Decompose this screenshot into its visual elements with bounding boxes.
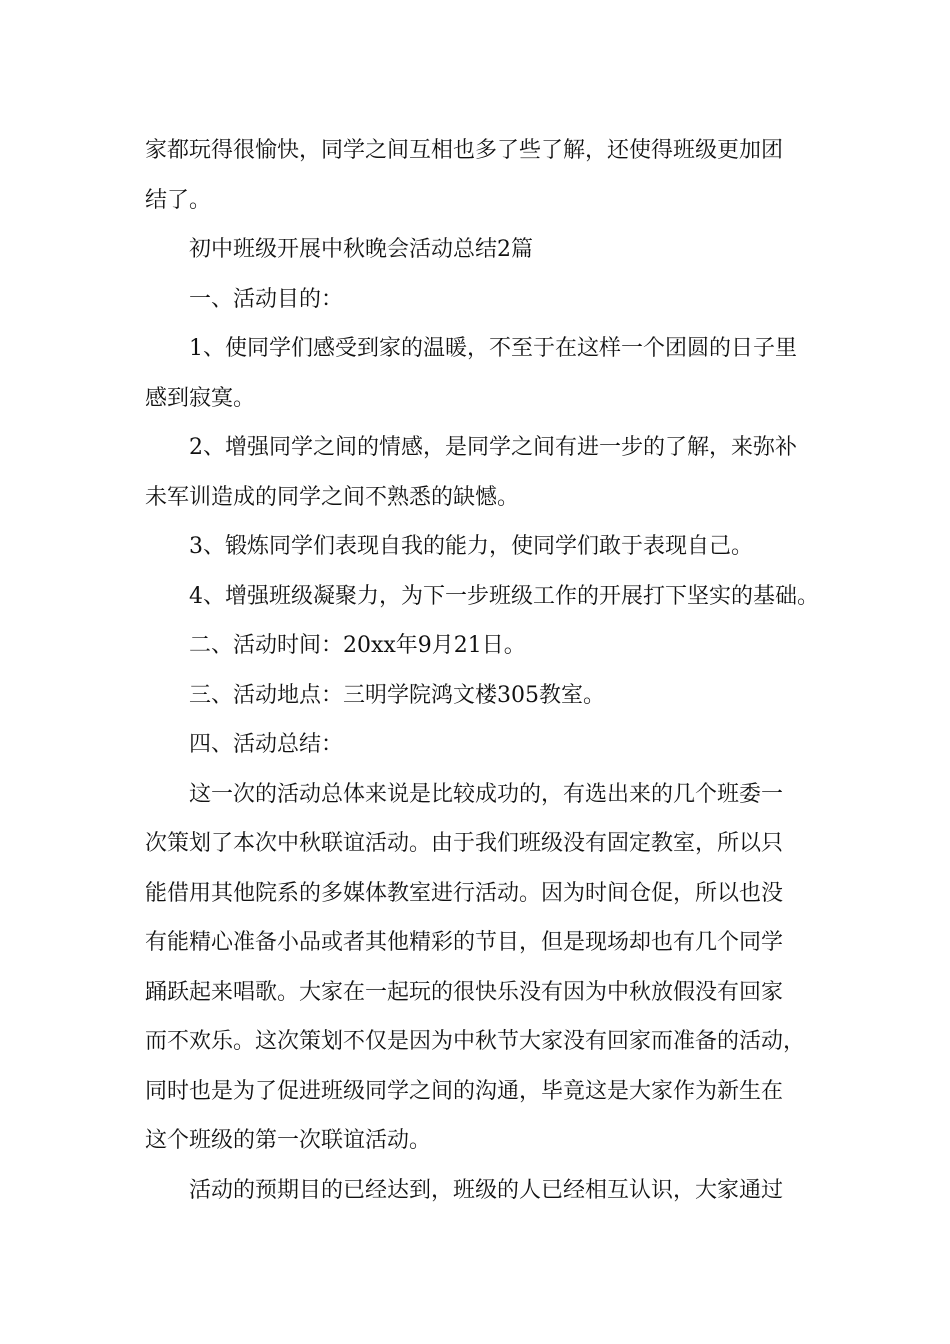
text-line: 未军训造成的同学之间不熟悉的缺憾。 (145, 484, 520, 510)
text-line: 结了。 (145, 187, 212, 213)
text-line: 同时也是为了促进班级同学之间的沟通，毕竟这是大家作为新生在 (145, 1078, 784, 1104)
heading-time: 二、活动时间：20xx年9月21日。 (189, 633, 526, 658)
text-line: 踊跃起来唱歌。大家在一起玩的很快乐没有因为中秋放假没有回家 (145, 979, 784, 1005)
document-body (145, 126, 819, 1215)
text-line: 4、增强班级凝聚力，为下一步班级工作的开展打下坚实的基础。 (189, 583, 819, 609)
heading-purpose: 一、活动目的： (189, 286, 344, 312)
text-line: 2、增强同学之间的情感，是同学之间有进一步的了解，来弥补 (189, 435, 797, 460)
heading-location: 三、活动地点：三明学院鸿文楼305教室。 (189, 682, 605, 708)
text-line: 次策划了本次中秋联谊活动。由于我们班级没有固定教室，所以只 (145, 831, 784, 856)
text-line: 3、锻炼同学们表现自我的能力，使同学们敢于表现自己。 (189, 534, 753, 559)
text-line: 这一次的活动总体来说是比较成功的，有选出来的几个班委一 (189, 781, 784, 807)
text-line: 活动的预期目的已经达到，班级的人已经相互认识，大家通过 (189, 1177, 784, 1203)
text-line: 而不欢乐。这次策划不仅是因为中秋节大家没有回家而准备的活动， (145, 1029, 806, 1054)
text-line: 家都玩得很愉快，同学之间互相也多了些了解，还使得班级更加团 (145, 138, 784, 163)
heading-summary: 四、活动总结： (189, 732, 344, 757)
text-line: 能借用其他院系的多媒体教室进行活动。因为时间仓促，所以也没 (145, 880, 784, 906)
section-title: 初中班级开展中秋晚会活动总结2篇 (189, 237, 533, 262)
text-line: 感到寂寞。 (145, 385, 256, 411)
text-line: 这个班级的第一次联谊活动。 (145, 1128, 432, 1153)
text-line: 有能精心准备小品或者其他精彩的节目，但是现场却也有几个同学 (145, 930, 784, 955)
text-line: 1、使同学们感受到家的温暖，不至于在这样一个团圆的日子里 (189, 336, 797, 361)
